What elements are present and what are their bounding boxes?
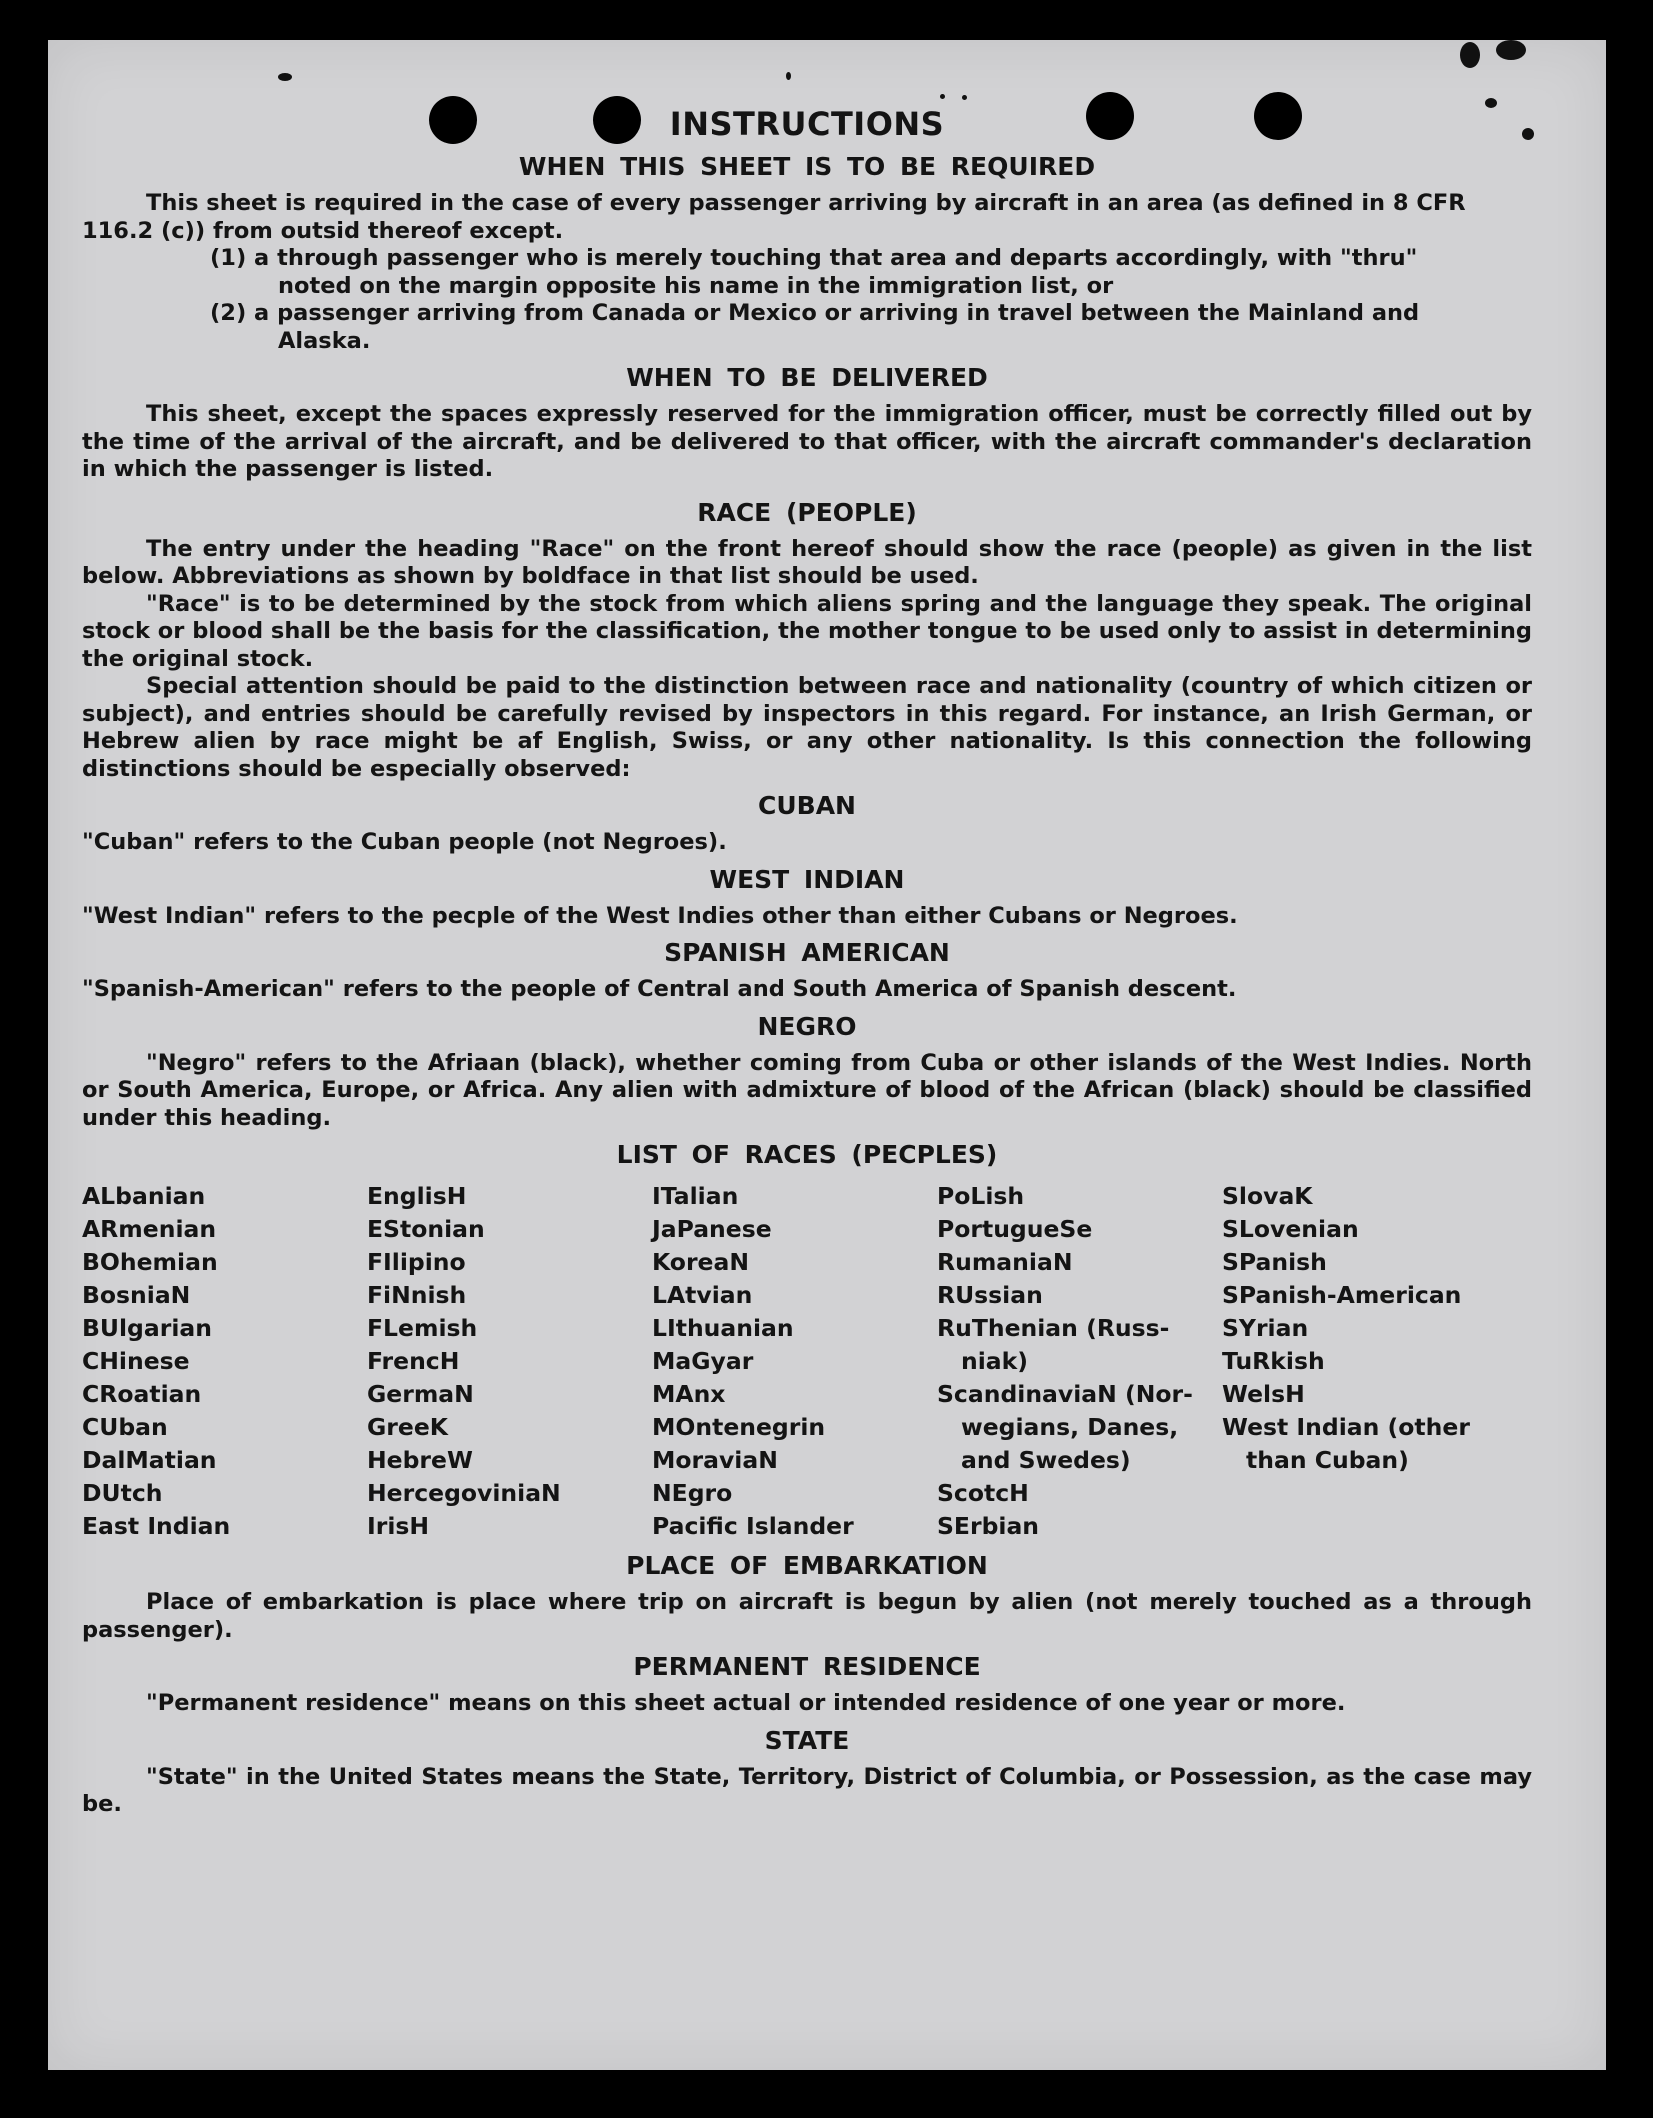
race-item: MAnx: [652, 1380, 726, 1408]
races-column-1: [82, 1180, 367, 1543]
race-item: ScotcH: [937, 1479, 1029, 1507]
ink-speck: [1460, 42, 1480, 68]
race-item: WelsH: [1222, 1380, 1305, 1408]
race-item: GreeK: [367, 1413, 448, 1441]
race-item: BOhemian: [82, 1248, 218, 1276]
ink-speck: [786, 72, 791, 80]
heading-spanish-american: SPANISH AMERICAN: [664, 938, 950, 967]
required-item-1a: (1) a through passenger who is merely touching that area and departs accordingly, with "thru": [210, 245, 1418, 271]
race-item: EnglisH: [367, 1182, 467, 1210]
race-paragraph-2: "Race" is to be determined by the stock from which aliens spring and the language they speak. The original stock or blood shall be the basis for the classification, the mother tongue to be used only to assist in determining the original stock.: [82, 590, 1532, 672]
race-item: SLovenian: [1222, 1215, 1359, 1243]
negro-text: "Negro" refers to the Afriaan (black), whether coming from Cuba or other islands of the West Indies. North or South America, Europe, or Africa. Any alien with admixture of blood of the African (black) should be classified under this heading.: [82, 1049, 1532, 1131]
race-item: KoreaN: [652, 1248, 749, 1276]
race-item: DUtch: [82, 1479, 163, 1507]
race-item: NEgro: [652, 1479, 733, 1507]
race-item: SlovaK: [1222, 1182, 1313, 1210]
race-item: ALbanian: [82, 1182, 206, 1210]
heading-list-of-races: LIST OF RACES (PECPLES): [616, 1140, 998, 1169]
race-paragraph-3: Special attention should be paid to the distinction between race and nationality (country of which citizen or subject), and entries should be carefully revised by inspectors in this regard. For instance, an Irish German, or Hebrew alien by race might be af English, Swiss, or any other nationality. Is this connection the following distinctions should be especially observed:: [82, 673, 1532, 782]
ink-speck: [1496, 40, 1526, 60]
heading-cuban: CUBAN: [758, 791, 856, 820]
race-item: BosniaN: [82, 1281, 191, 1309]
race-item: ARmenian: [82, 1215, 217, 1243]
race-item: HercegoviniaN: [367, 1479, 561, 1507]
race-item: West Indian (other: [1222, 1413, 1470, 1441]
required-item-1b: noted on the margin opposite his name in the immigration list, or: [278, 272, 1114, 299]
race-item: MoraviaN: [652, 1446, 778, 1474]
race-item: RumaniaN: [937, 1248, 1073, 1276]
race-item: FIlipino: [367, 1248, 466, 1276]
race-paragraph-1: The entry under the heading "Race" on the front hereof should show the race (people) as given in the list below. Abbreviations as shown by boldface in that list should be used.: [82, 535, 1532, 589]
required-intro-1: This sheet is required in the case of every passenger arriving by aircraft in an area (as defined in 8 CFR: [146, 190, 1466, 216]
heading-west-indian: WEST INDIAN: [709, 864, 905, 894]
race-item: FLemish: [367, 1314, 478, 1342]
race-item: EStonian: [367, 1215, 485, 1243]
races-list: [82, 1180, 1532, 1543]
race-item: PoLish: [937, 1182, 1025, 1210]
race-item-continued: and Swedes): [961, 1446, 1131, 1474]
heading-embarkation: PLACE OF EMBARKATION: [626, 1551, 988, 1580]
race-item: HebreW: [367, 1446, 473, 1474]
race-item: BUlgarian: [82, 1314, 212, 1342]
races-column-2: [367, 1180, 652, 1543]
residence-text: "Permanent residence" means on this sheet actual or intended residence of one year or more.: [146, 1690, 1346, 1716]
race-item: SPanish-American: [1222, 1281, 1462, 1309]
race-item: DalMatian: [82, 1446, 217, 1474]
race-item: PortugueSe: [937, 1215, 1093, 1243]
race-item: GermaN: [367, 1380, 474, 1408]
ink-speck: [278, 73, 292, 81]
cuban-text: "Cuban" refers to the Cuban people (not Negroes).: [82, 829, 727, 855]
race-item: TuRkish: [1222, 1347, 1325, 1375]
required-item-2b: Alaska.: [278, 327, 371, 354]
heading-required: WHEN THIS SHEET IS TO BE REQUIRED: [518, 152, 1096, 181]
race-item: LAtvian: [652, 1281, 753, 1309]
ink-speck: [962, 95, 967, 100]
ink-speck: [940, 94, 945, 99]
race-item: CUban: [82, 1413, 168, 1441]
races-column-3: [652, 1180, 937, 1543]
spanish-american-text: "Spanish-American" refers to the people of Central and South America of Spanish descent.: [82, 976, 1237, 1002]
race-item: CHinese: [82, 1347, 190, 1375]
races-column-5: [1222, 1180, 1507, 1543]
instructions-body: [82, 104, 1532, 1819]
west-indian-text: "West Indian" refers to the pecple of the West Indies other than either Cubans or Negroes.: [82, 902, 1238, 929]
race-item: JaPanese: [652, 1215, 772, 1243]
embarkation-text: Place of embarkation is place where trip on aircraft is begun by alien (not merely touched as a through passenger).: [82, 1589, 1532, 1643]
race-item: LIthuanian: [652, 1314, 794, 1342]
race-item: IrisH: [367, 1512, 430, 1540]
race-item-continued: wegians, Danes,: [961, 1413, 1179, 1441]
race-item: SPanish: [1222, 1248, 1327, 1276]
race-item-continued: niak): [961, 1347, 1029, 1375]
heading-negro: NEGRO: [757, 1011, 857, 1041]
state-text: "State" in the United States means the State, Territory, District of Columbia, or Possession, as the case may be.: [82, 1763, 1532, 1817]
race-item: FrencH: [367, 1347, 460, 1375]
required-item-2a: (2) a passenger arriving from Canada or Mexico or arriving in travel between the Mainland and: [210, 300, 1420, 326]
race-item: SYrian: [1222, 1314, 1309, 1342]
race-item: ITalian: [652, 1182, 739, 1210]
race-item: RuThenian (Russ-: [937, 1314, 1170, 1342]
heading-permanent-residence: PERMANENT RESIDENCE: [633, 1652, 981, 1681]
race-item-continued: than Cuban): [1246, 1446, 1409, 1474]
race-item: MOntenegrin: [652, 1413, 826, 1441]
delivered-text: This sheet, except the spaces expressly reserved for the immigration officer, must be correctly filled out by the time of the arrival of the aircraft, and be delivered to that officer, with the aircraft commander's declaration in which the passenger is listed.: [82, 401, 1532, 482]
required-intro-2: 116.2 (c)) from outsid thereof except.: [82, 217, 564, 244]
heading-delivered: WHEN TO BE DELIVERED: [626, 363, 988, 392]
page-title: INSTRUCTIONS: [669, 105, 945, 143]
race-item: RUssian: [937, 1281, 1043, 1309]
heading-state: STATE: [764, 1725, 850, 1755]
races-column-4: [937, 1180, 1222, 1543]
race-item: MaGyar: [652, 1347, 754, 1375]
race-item: CRoatian: [82, 1380, 202, 1408]
race-item: ScandinaviaN (Nor-: [937, 1380, 1193, 1408]
race-item: FiNnish: [367, 1281, 467, 1309]
race-item: SErbian: [937, 1512, 1040, 1540]
race-item: Pacific Islander: [652, 1512, 854, 1540]
race-item: East Indian: [82, 1512, 231, 1540]
heading-race: RACE (PEOPLE): [697, 497, 917, 527]
